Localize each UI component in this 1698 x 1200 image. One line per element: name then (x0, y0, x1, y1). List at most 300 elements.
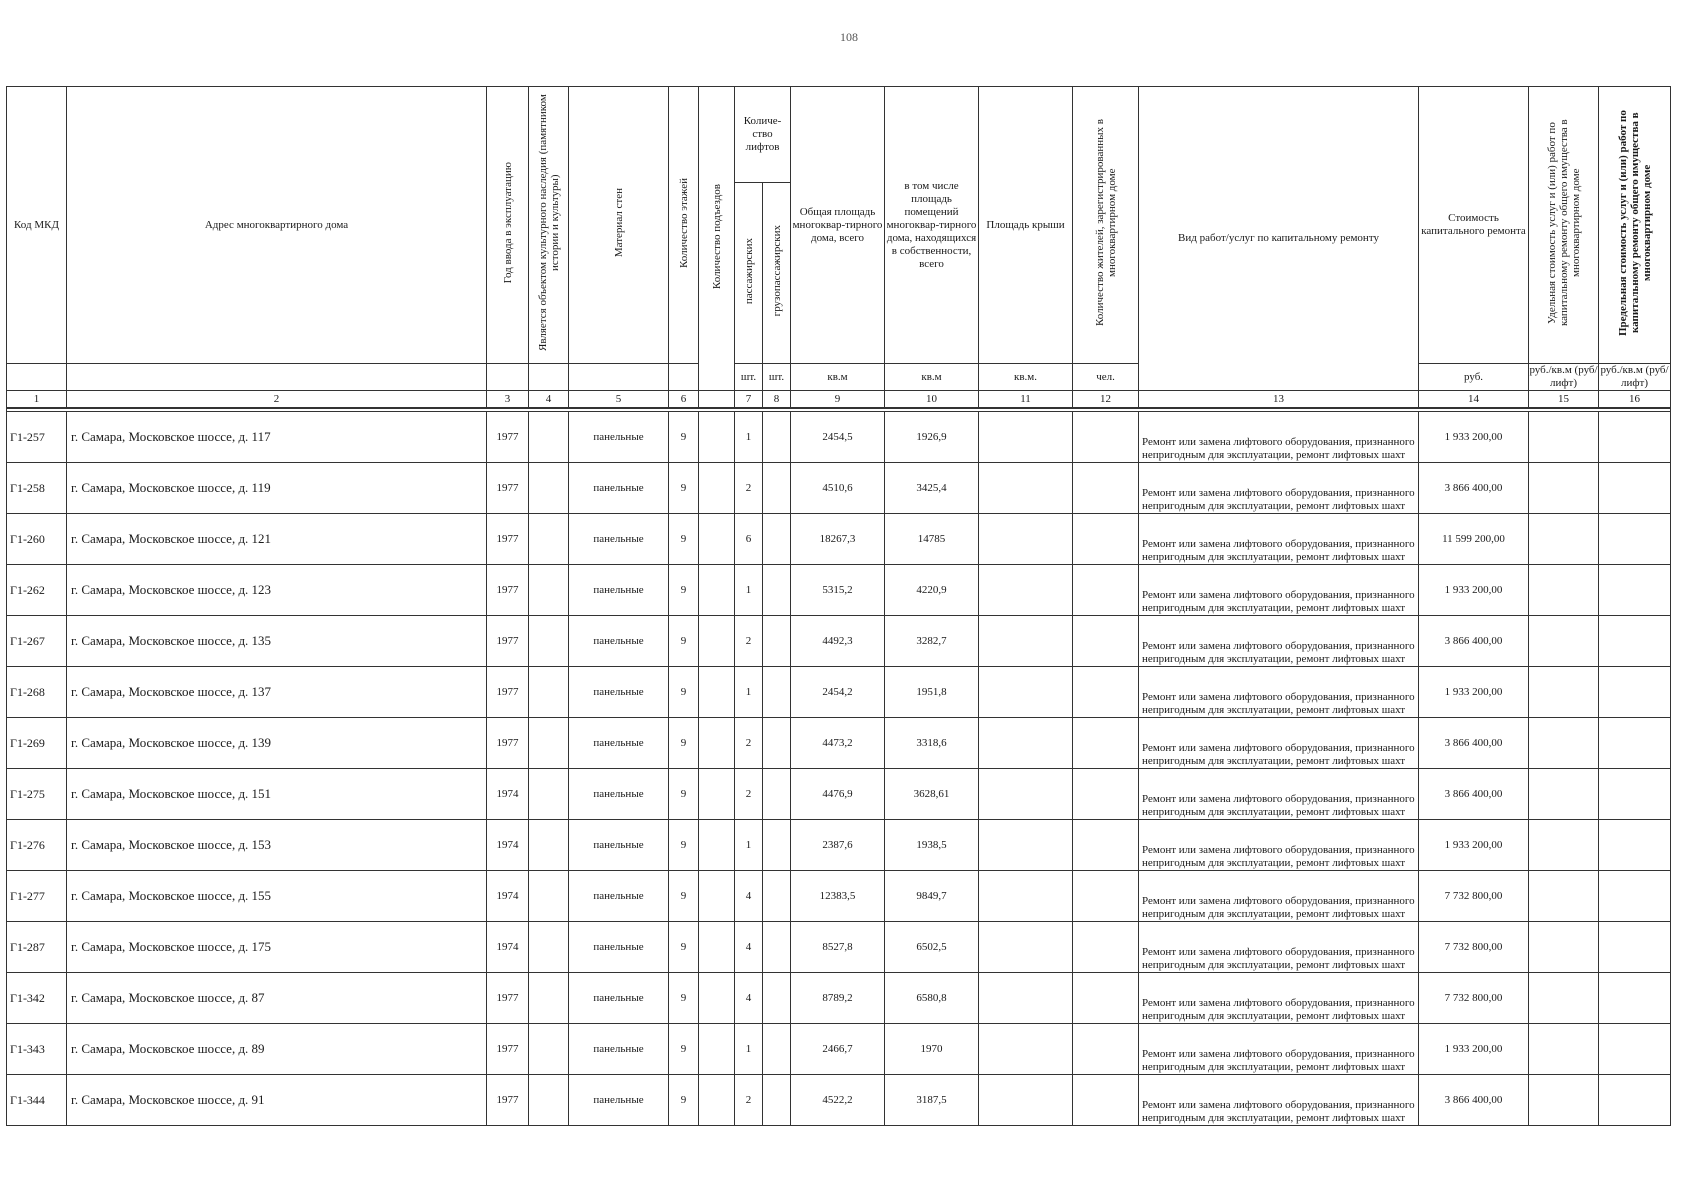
cell-limit-cost (1599, 922, 1671, 973)
header-lifts-passenger: пассажирских (735, 183, 763, 364)
cell-lifts-cargo (763, 922, 791, 973)
cell-year: 1977 (487, 565, 529, 616)
cell-total-area: 2454,2 (791, 667, 885, 718)
cell-floors: 9 (669, 922, 699, 973)
cell-unit-cost (1529, 1024, 1599, 1075)
unit-empty (7, 364, 67, 391)
cell-code: Г1-343 (7, 1024, 67, 1075)
cell-roof-area (979, 565, 1073, 616)
cell-lifts-passenger: 2 (735, 1075, 763, 1126)
cell-limit-cost (1599, 973, 1671, 1024)
cell-unit-cost (1529, 973, 1599, 1024)
column-number: 14 (1419, 391, 1529, 409)
cell-total-area: 4476,9 (791, 769, 885, 820)
cell-lifts-cargo (763, 820, 791, 871)
cell-heritage (529, 718, 569, 769)
cell-limit-cost (1599, 1075, 1671, 1126)
cell-limit-cost (1599, 871, 1671, 922)
cell-unit-cost (1529, 412, 1599, 463)
cell-year: 1977 (487, 463, 529, 514)
cell-lifts-passenger: 4 (735, 973, 763, 1024)
cell-entrances (699, 871, 735, 922)
cell-repair-cost: 1 933 200,00 (1419, 820, 1529, 871)
cell-lifts-passenger: 1 (735, 820, 763, 871)
cell-address: г. Самара, Московское шоссе, д. 123 (67, 565, 487, 616)
cell-roof-area (979, 1024, 1073, 1075)
cell-owned-area: 4220,9 (885, 565, 979, 616)
cell-total-area: 18267,3 (791, 514, 885, 565)
cell-unit-cost (1529, 616, 1599, 667)
column-number: 3 (487, 391, 529, 409)
cell-owned-area: 1938,5 (885, 820, 979, 871)
table-row (7, 871, 1671, 922)
cell-residents (1073, 871, 1139, 922)
cell-owned-area: 3282,7 (885, 616, 979, 667)
cell-material: панельные (569, 769, 669, 820)
cell-residents (1073, 514, 1139, 565)
cell-owned-area: 3318,6 (885, 718, 979, 769)
cell-code: Г1-262 (7, 565, 67, 616)
cell-heritage (529, 616, 569, 667)
header-work-type: Вид работ/услуг по капитальному ремонту (1139, 87, 1419, 391)
header-code: Код МКД (7, 87, 67, 364)
header-year: Год ввода в эксплуатацию (487, 87, 529, 364)
cell-repair-cost: 1 933 200,00 (1419, 667, 1529, 718)
cell-year: 1977 (487, 412, 529, 463)
page-number: 108 (840, 30, 858, 44)
cell-owned-area: 9849,7 (885, 871, 979, 922)
cell-repair-cost: 7 732 800,00 (1419, 871, 1529, 922)
column-number: 9 (791, 391, 885, 409)
unit-pcs: шт. (735, 364, 763, 391)
header-lifts-cargo: грузопассажирских (763, 183, 791, 364)
cell-limit-cost (1599, 463, 1671, 514)
table-row (7, 616, 1671, 667)
cell-work-type: Ремонт или замена лифтового оборудования, признанного непригодным для эксплуатации, ремонт лифтовых шахт (1139, 871, 1419, 922)
column-number: 5 (569, 391, 669, 409)
unit-empty (569, 364, 669, 391)
header-owned-area: в том числе площадь помещений многоквар-тирного дома, находящихся в собственности, всего (885, 87, 979, 364)
cell-limit-cost (1599, 820, 1671, 871)
cell-heritage (529, 820, 569, 871)
table-row (7, 565, 1671, 616)
cell-total-area: 4522,2 (791, 1075, 885, 1126)
cell-unit-cost (1529, 667, 1599, 718)
cell-lifts-passenger: 4 (735, 922, 763, 973)
column-number: 11 (979, 391, 1073, 409)
cell-address: г. Самара, Московское шоссе, д. 121 (67, 514, 487, 565)
cell-unit-cost (1529, 718, 1599, 769)
cell-floors: 9 (669, 871, 699, 922)
cell-material: панельные (569, 922, 669, 973)
cell-floors: 9 (669, 1024, 699, 1075)
cell-material: панельные (569, 1075, 669, 1126)
cell-year: 1974 (487, 922, 529, 973)
unit-rub: руб. (1419, 364, 1529, 391)
cell-material: панельные (569, 973, 669, 1024)
header-unit-cost: Удельная стоимость услуг и (или) работ по капитальному ремонту общего имущества в многоквартирном доме (1529, 87, 1599, 364)
cell-heritage (529, 973, 569, 1024)
cell-lifts-passenger: 1 (735, 412, 763, 463)
cell-work-type: Ремонт или замена лифтового оборудования, признанного непригодным для эксплуатации, ремонт лифтовых шахт (1139, 1075, 1419, 1126)
cell-repair-cost: 1 933 200,00 (1419, 565, 1529, 616)
cell-lifts-cargo (763, 667, 791, 718)
table-row (7, 514, 1671, 565)
cell-unit-cost (1529, 514, 1599, 565)
cell-limit-cost (1599, 718, 1671, 769)
cell-work-type: Ремонт или замена лифтового оборудования, признанного непригодным для эксплуатации, ремонт лифтовых шахт (1139, 973, 1419, 1024)
cell-owned-area: 3187,5 (885, 1075, 979, 1126)
cell-lifts-passenger: 1 (735, 1024, 763, 1075)
cell-work-type: Ремонт или замена лифтового оборудования, признанного непригодным для эксплуатации, ремонт лифтовых шахт (1139, 922, 1419, 973)
table-row (7, 820, 1671, 871)
header-total-area: Общая площадь многоквар-тирного дома, всего (791, 87, 885, 364)
cell-residents (1073, 973, 1139, 1024)
header-floors: Количество этажей (669, 87, 699, 364)
cell-roof-area (979, 718, 1073, 769)
cell-limit-cost (1599, 616, 1671, 667)
table-row (7, 769, 1671, 820)
cell-residents (1073, 718, 1139, 769)
cell-total-area: 4492,3 (791, 616, 885, 667)
cell-entrances (699, 1075, 735, 1126)
cell-year: 1974 (487, 769, 529, 820)
cell-lifts-cargo (763, 769, 791, 820)
cell-address: г. Самара, Московское шоссе, д. 155 (67, 871, 487, 922)
cell-address: г. Самара, Московское шоссе, д. 137 (67, 667, 487, 718)
cell-entrances (699, 514, 735, 565)
cell-year: 1977 (487, 718, 529, 769)
cell-lifts-cargo (763, 1024, 791, 1075)
cell-lifts-passenger: 2 (735, 718, 763, 769)
unit-rub-sqm: руб./кв.м (руб/лифт) (1529, 364, 1598, 389)
column-number: 12 (1073, 391, 1139, 409)
cell-limit-cost (1599, 667, 1671, 718)
table-row (7, 718, 1671, 769)
cell-year: 1974 (487, 820, 529, 871)
header-material: Материал стен (569, 87, 669, 364)
table-header (7, 87, 1671, 409)
column-number: 16 (1599, 391, 1671, 409)
unit-people: чел. (1073, 364, 1139, 391)
cell-heritage (529, 1075, 569, 1126)
cell-floors: 9 (669, 1075, 699, 1126)
column-number: 7 (735, 391, 763, 409)
cell-entrances (699, 769, 735, 820)
table-row (7, 412, 1671, 463)
table-row (7, 667, 1671, 718)
cell-code: Г1-269 (7, 718, 67, 769)
cell-total-area: 2387,6 (791, 820, 885, 871)
cell-unit-cost (1529, 769, 1599, 820)
cell-total-area: 2466,7 (791, 1024, 885, 1075)
cell-lifts-passenger: 2 (735, 463, 763, 514)
cell-lifts-passenger: 2 (735, 769, 763, 820)
header-address: Адрес многоквартирного дома (67, 87, 487, 364)
cell-floors: 9 (669, 718, 699, 769)
cell-lifts-cargo (763, 973, 791, 1024)
cell-entrances (699, 820, 735, 871)
cell-code: Г1-276 (7, 820, 67, 871)
cell-floors: 9 (669, 514, 699, 565)
header-residents: Количество жителей, зарегистрированных в многоквартирном доме (1073, 87, 1139, 364)
cell-year: 1977 (487, 973, 529, 1024)
cell-address: г. Самара, Московское шоссе, д. 117 (67, 412, 487, 463)
cell-lifts-cargo (763, 463, 791, 514)
cell-roof-area (979, 667, 1073, 718)
header-limit-cost: Предельная стоимость услуг и (или) работ по капитальному ремонту общего имущества в многоквартирном доме (1599, 87, 1671, 364)
cell-work-type: Ремонт или замена лифтового оборудования, признанного непригодным для эксплуатации, ремонт лифтовых шахт (1139, 667, 1419, 718)
cell-heritage (529, 565, 569, 616)
cell-work-type: Ремонт или замена лифтового оборудования, признанного непригодным для эксплуатации, ремонт лифтовых шахт (1139, 1024, 1419, 1075)
cell-address: г. Самара, Московское шоссе, д. 89 (67, 1024, 487, 1075)
cell-heritage (529, 463, 569, 514)
cell-heritage (529, 1024, 569, 1075)
cell-code: Г1-287 (7, 922, 67, 973)
cell-material: панельные (569, 616, 669, 667)
cell-roof-area (979, 514, 1073, 565)
cell-residents (1073, 616, 1139, 667)
cell-total-area: 4473,2 (791, 718, 885, 769)
cell-material: панельные (569, 514, 669, 565)
cell-limit-cost (1599, 412, 1671, 463)
cell-roof-area (979, 922, 1073, 973)
cell-repair-cost: 11 599 200,00 (1419, 514, 1529, 565)
cell-heritage (529, 412, 569, 463)
cell-floors: 9 (669, 973, 699, 1024)
cell-code: Г1-277 (7, 871, 67, 922)
cell-repair-cost: 3 866 400,00 (1419, 718, 1529, 769)
unit-rub-sqm: руб./кв.м (руб/лифт) (1600, 364, 1669, 389)
cell-owned-area: 1926,9 (885, 412, 979, 463)
cell-heritage (529, 922, 569, 973)
unit-pcs: шт. (763, 364, 791, 391)
column-number: 2 (67, 391, 487, 409)
cell-address: г. Самара, Московское шоссе, д. 119 (67, 463, 487, 514)
cell-lifts-cargo (763, 1075, 791, 1126)
cell-floors: 9 (669, 565, 699, 616)
cell-roof-area (979, 973, 1073, 1024)
cell-year: 1977 (487, 514, 529, 565)
cell-unit-cost (1529, 1075, 1599, 1126)
cell-repair-cost: 3 866 400,00 (1419, 463, 1529, 514)
cell-material: панельные (569, 820, 669, 871)
cell-work-type: Ремонт или замена лифтового оборудования, признанного непригодным для эксплуатации, ремонт лифтовых шахт (1139, 514, 1419, 565)
column-number: 4 (529, 391, 569, 409)
cell-floors: 9 (669, 769, 699, 820)
cell-repair-cost: 1 933 200,00 (1419, 1024, 1529, 1075)
cell-floors: 9 (669, 463, 699, 514)
cell-unit-cost (1529, 463, 1599, 514)
cell-code: Г1-344 (7, 1075, 67, 1126)
cell-total-area: 8527,8 (791, 922, 885, 973)
cell-lifts-cargo (763, 871, 791, 922)
cell-residents (1073, 769, 1139, 820)
capital-repair-table (6, 86, 1671, 1126)
cell-material: панельные (569, 667, 669, 718)
cell-unit-cost (1529, 871, 1599, 922)
cell-lifts-passenger: 6 (735, 514, 763, 565)
cell-entrances (699, 973, 735, 1024)
cell-roof-area (979, 1075, 1073, 1126)
column-number: 10 (885, 391, 979, 409)
cell-limit-cost (1599, 565, 1671, 616)
cell-code: Г1-267 (7, 616, 67, 667)
unit-empty (67, 364, 487, 391)
cell-roof-area (979, 871, 1073, 922)
header-repair-cost: Стоимость капитального ремонта (1419, 87, 1529, 364)
cell-entrances (699, 922, 735, 973)
cell-residents (1073, 820, 1139, 871)
cell-roof-area (979, 820, 1073, 871)
cell-address: г. Самара, Московское шоссе, д. 135 (67, 616, 487, 667)
cell-residents (1073, 922, 1139, 973)
cell-owned-area: 14785 (885, 514, 979, 565)
cell-entrances (699, 412, 735, 463)
cell-work-type: Ремонт или замена лифтового оборудования, признанного непригодным для эксплуатации, ремонт лифтовых шахт (1139, 412, 1419, 463)
cell-lifts-cargo (763, 412, 791, 463)
unit-empty (529, 364, 569, 391)
cell-roof-area (979, 616, 1073, 667)
table-body (7, 408, 1671, 1126)
cell-repair-cost: 7 732 800,00 (1419, 973, 1529, 1024)
cell-year: 1977 (487, 1024, 529, 1075)
cell-code: Г1-257 (7, 412, 67, 463)
cell-code: Г1-260 (7, 514, 67, 565)
cell-code: Г1-275 (7, 769, 67, 820)
cell-heritage (529, 769, 569, 820)
cell-floors: 9 (669, 412, 699, 463)
cell-limit-cost (1599, 514, 1671, 565)
cell-lifts-cargo (763, 565, 791, 616)
cell-total-area: 8789,2 (791, 973, 885, 1024)
cell-residents (1073, 412, 1139, 463)
unit-sqm: кв.м (791, 364, 885, 391)
table-row (7, 973, 1671, 1024)
cell-residents (1073, 463, 1139, 514)
column-number-row (7, 391, 1671, 409)
table-row (7, 463, 1671, 514)
column-number-empty (699, 391, 735, 409)
cell-owned-area: 3425,4 (885, 463, 979, 514)
cell-heritage (529, 514, 569, 565)
cell-year: 1977 (487, 616, 529, 667)
cell-roof-area (979, 463, 1073, 514)
unit-empty (669, 364, 699, 391)
cell-total-area: 12383,5 (791, 871, 885, 922)
cell-year: 1977 (487, 1075, 529, 1126)
cell-total-area: 2454,5 (791, 412, 885, 463)
cell-lifts-passenger: 1 (735, 667, 763, 718)
table-row (7, 1075, 1671, 1126)
cell-code: Г1-258 (7, 463, 67, 514)
cell-material: панельные (569, 565, 669, 616)
cell-residents (1073, 565, 1139, 616)
cell-code: Г1-268 (7, 667, 67, 718)
cell-address: г. Самара, Московское шоссе, д. 175 (67, 922, 487, 973)
cell-repair-cost: 3 866 400,00 (1419, 1075, 1529, 1126)
cell-lifts-passenger: 1 (735, 565, 763, 616)
column-number: 6 (669, 391, 699, 409)
cell-material: панельные (569, 463, 669, 514)
cell-year: 1974 (487, 871, 529, 922)
column-number: 15 (1529, 391, 1599, 409)
cell-code: Г1-342 (7, 973, 67, 1024)
cell-entrances (699, 667, 735, 718)
table-row (7, 1024, 1671, 1075)
cell-roof-area (979, 412, 1073, 463)
header-roof-area: Площадь крыши (979, 87, 1073, 364)
column-number: 8 (763, 391, 791, 409)
cell-residents (1073, 667, 1139, 718)
cell-address: г. Самара, Московское шоссе, д. 153 (67, 820, 487, 871)
cell-entrances (699, 616, 735, 667)
header-lifts-group: Количе-ство лифтов (735, 87, 791, 183)
unit-empty (487, 364, 529, 391)
cell-work-type: Ремонт или замена лифтового оборудования, признанного непригодным для эксплуатации, ремонт лифтовых шахт (1139, 565, 1419, 616)
header-heritage: Является объектом культурного наследия (памятником истории и культуры) (529, 87, 569, 364)
cell-address: г. Самара, Московское шоссе, д. 91 (67, 1075, 487, 1126)
header-entrances: Количество подъездов (699, 87, 735, 391)
cell-material: панельные (569, 412, 669, 463)
cell-repair-cost: 3 866 400,00 (1419, 769, 1529, 820)
cell-owned-area: 1951,8 (885, 667, 979, 718)
cell-floors: 9 (669, 616, 699, 667)
cell-address: г. Самара, Московское шоссе, д. 139 (67, 718, 487, 769)
unit-sqm: кв.м. (979, 364, 1073, 391)
unit-sqm: кв.м (885, 364, 979, 391)
cell-unit-cost (1529, 922, 1599, 973)
cell-lifts-cargo (763, 514, 791, 565)
cell-total-area: 5315,2 (791, 565, 885, 616)
cell-heritage (529, 667, 569, 718)
cell-floors: 9 (669, 667, 699, 718)
cell-repair-cost: 1 933 200,00 (1419, 412, 1529, 463)
cell-entrances (699, 565, 735, 616)
cell-owned-area: 1970 (885, 1024, 979, 1075)
column-number: 1 (7, 391, 67, 409)
cell-work-type: Ремонт или замена лифтового оборудования, признанного непригодным для эксплуатации, ремонт лифтовых шахт (1139, 718, 1419, 769)
cell-work-type: Ремонт или замена лифтового оборудования, признанного непригодным для эксплуатации, ремонт лифтовых шахт (1139, 463, 1419, 514)
cell-owned-area: 6502,5 (885, 922, 979, 973)
cell-entrances (699, 463, 735, 514)
cell-work-type: Ремонт или замена лифтового оборудования, признанного непригодным для эксплуатации, ремонт лифтовых шахт (1139, 769, 1419, 820)
cell-unit-cost (1529, 565, 1599, 616)
cell-address: г. Самара, Московское шоссе, д. 151 (67, 769, 487, 820)
cell-roof-area (979, 769, 1073, 820)
cell-lifts-passenger: 4 (735, 871, 763, 922)
cell-material: панельные (569, 718, 669, 769)
cell-limit-cost (1599, 1024, 1671, 1075)
cell-work-type: Ремонт или замена лифтового оборудования, признанного непригодным для эксплуатации, ремонт лифтовых шахт (1139, 820, 1419, 871)
cell-lifts-passenger: 2 (735, 616, 763, 667)
cell-lifts-cargo (763, 616, 791, 667)
cell-heritage (529, 871, 569, 922)
cell-residents (1073, 1075, 1139, 1126)
table-row (7, 922, 1671, 973)
cell-repair-cost: 3 866 400,00 (1419, 616, 1529, 667)
column-number: 13 (1139, 391, 1419, 409)
cell-total-area: 4510,6 (791, 463, 885, 514)
cell-entrances (699, 718, 735, 769)
cell-entrances (699, 1024, 735, 1075)
cell-year: 1977 (487, 667, 529, 718)
cell-work-type: Ремонт или замена лифтового оборудования, признанного непригодным для эксплуатации, ремонт лифтовых шахт (1139, 616, 1419, 667)
cell-owned-area: 6580,8 (885, 973, 979, 1024)
cell-lifts-cargo (763, 718, 791, 769)
cell-floors: 9 (669, 820, 699, 871)
cell-material: панельные (569, 1024, 669, 1075)
